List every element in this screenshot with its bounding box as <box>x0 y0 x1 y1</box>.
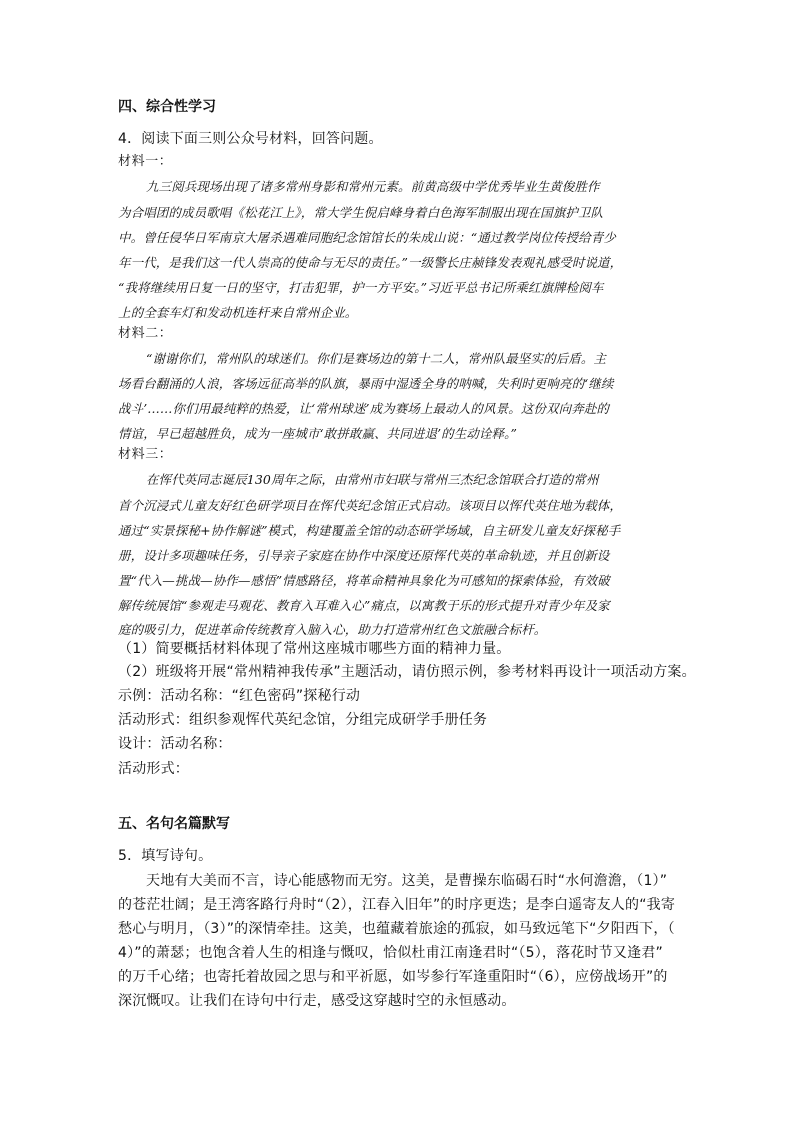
material-3-line: 通过“实景探秘+协作解谜”模式，构建覆盖全馆的动态研学场域，自主研发儿童友好探秘手 <box>118 523 621 538</box>
poem-fill-paragraph-line: 4）”的萧瑟；也饱含着人生的相逢与慨叹，恰似杜甫江南逢君时“（5），落花时节又逢君” <box>118 945 663 961</box>
design-activity-form: 活动形式： <box>118 761 189 777</box>
material-2-line: 情谊，早已超越胜负，成为一座城市‘敢拼敢赢、共同进退’的生动诠释。” <box>118 426 517 441</box>
question-5-prompt: 5．填写诗句。 <box>118 848 213 864</box>
material-2-label: 材料二： <box>118 326 173 341</box>
sub-question-1: （1）简要概括材料体现了常州这座城市哪些方面的精神力量。 <box>118 641 511 657</box>
material-2-line: 场看台翻涌的人浪，客场远征高举的队旗，暴雨中湿透全身的呐喊，失利时更响亮的‘继续 <box>118 376 614 391</box>
material-1-line: 九三阅兵现场出现了诸多常州身影和常州元素。前黄高级中学优秀毕业生黄俊胜作 <box>146 179 600 194</box>
material-3-line: 庭的吸引力，促进革命传统教育入脑入心，助力打造常州红色文旅融合标杆。 <box>118 622 547 637</box>
poem-fill-paragraph-line: 的万千心绪；也寄托着故园之思与和平祈愿，如岑参行军逢重阳时“（6），应傍战场开”的 <box>118 969 668 985</box>
material-1-line: 上的全套车灯和发动机连杆来自常州企业。 <box>118 305 358 320</box>
material-3-line: 置“代入—挑战—协作—感悟”情感路径，将革命精神具象化为可感知的探索体验，有效破 <box>118 573 610 588</box>
material-3-label: 材料三： <box>118 447 173 462</box>
design-activity-name: 设计：活动名称： <box>118 736 232 752</box>
poem-fill-paragraph-line: 深沉慨叹。让我们在诗句中行走，感受这穿越时空的永恒感动。 <box>118 993 516 1009</box>
sub-question-2: （2）班级将开展“常州精神我传承”主题活动，请仿照示例，参考材料再设计一项活动方案。 <box>118 664 696 680</box>
poem-fill-paragraph-line: 天地有大美而不言，诗心能感物而无穷。这美，是曹操东临碣石时“水何澹澹，（1）” <box>146 873 668 889</box>
material-3-line: 在恽代英同志诞辰130周年之际，由常州市妇联与常州三杰纪念馆联合打造的常州 <box>146 472 599 487</box>
question-4-prompt: 4．阅读下面三则公众号材料，回答问题。 <box>118 131 383 147</box>
material-1-line: 年一代，是我们这一代人崇高的使命与无尽的责任。”一级警长庄赪锋发表观礼感受时说道， <box>118 255 623 270</box>
material-2-line: 战斗’……你们用最纯粹的热爱，让‘常州球迷’成为赛场上最动人的风景。这份双向奔赴的 <box>118 401 610 416</box>
material-1-line: 中。曾任侵华日军南京大屠杀遇难同胞纪念馆馆长的朱成山说：“通过教学岗位传授给青少 <box>118 230 616 245</box>
material-3-line: 册，设计多项趣味任务，引导亲子家庭在协作中深度还原恽代英的革命轨迹，并且创新设 <box>118 548 610 563</box>
material-3-line: 首个沉浸式儿童友好红色研学项目在恽代英纪念馆正式启动。该项目以恽代英住地为载体， <box>118 498 623 513</box>
material-1-label: 材料一： <box>118 154 173 169</box>
section-heading-comprehensive-study: 四、综合性学习 <box>118 99 216 115</box>
material-3-line: 解传统展馆“参观走马观花、教育入耳难入心”痛点，以寓教于乐的形式提升对青少年及家 <box>118 598 610 613</box>
section-heading-recitation: 五、名句名篇默写 <box>118 816 230 832</box>
poem-fill-paragraph-line: 的苍茫壮阔；是王湾客路行舟时“（2），江春入旧年”的时序更迭；是李白遥寄友人的“我寄 <box>118 897 676 913</box>
material-1-line: “我将继续用日复一日的坚守，打击犯罪，护一方平安。”习近平总书记所乘红旗牌检阅车 <box>118 280 604 295</box>
example-activity-name: 示例：活动名称：“红色密码”探秘行动 <box>118 688 361 704</box>
material-1-line: 为合唱团的成员歌唱《松花江上》，常大学生倪启峰身着白色海军制服出现在国旗护卫队 <box>118 205 604 220</box>
poem-fill-paragraph-line: 愁心与明月，（3）”的深情牵挂。这美，也蕴藏着旅途的孤寂，如马致远笔下“夕阳西下，（ <box>118 921 675 937</box>
example-activity-form: 活动形式：组织参观恽代英纪念馆，分组完成研学手册任务 <box>118 712 488 728</box>
material-2-line: “谢谢你们，常州队的球迷们。你们是赛场边的第十二人，常州队最坚实的后盾。主 <box>146 351 607 366</box>
